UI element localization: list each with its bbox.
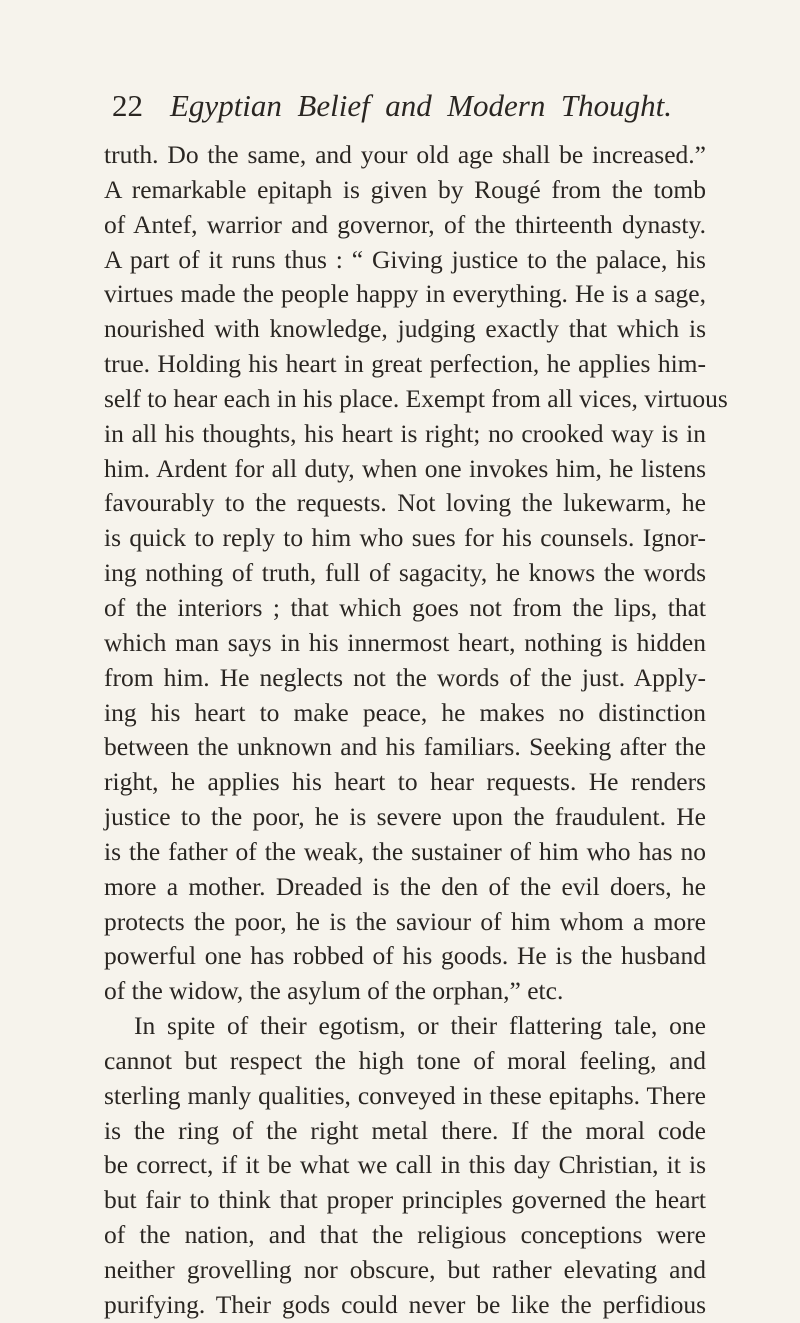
text-line: nourished with knowledge, judging exactly that which is [104,314,706,344]
text-line: from him. He neglects not the words of the just. Apply- [104,662,706,692]
text-line: cannot but respect the high tone of moral feeling, and [104,1045,706,1075]
text-line: ing his heart to make peace, he makes no distinction [104,697,706,727]
text-line: true. Holding his heart in great perfection, he applies him- [104,349,706,379]
text-line: powerful one has robbed of his goods. He is the husband [104,941,706,971]
text-line: be correct, if it be what we call in this day Christian, it is [104,1150,706,1180]
text-line: more a mother. Dreaded is the den of the evil doers, he [104,871,706,901]
text-line: truth. Do the same, and your old age shall be increased.” [104,140,706,169]
text-line: virtues made the people happy in everything. He is a sage, [104,279,706,309]
text-line: but fair to think that proper principles governed the heart [104,1185,706,1215]
text-line: favourably to the requests. Not loving the lukewarm, he [104,488,706,518]
text-line: is the father of the weak, the sustainer of him who has no [104,836,706,866]
page-number: 22 [112,88,143,123]
text-line: right, he applies his heart to hear requests. He renders [104,767,706,797]
running-head [112,86,712,126]
text-line: justice to the poor, he is severe upon the fraudulent. He [104,802,706,832]
text-line: A part of it runs thus : “ Giving justice to the palace, his [104,244,706,274]
body-text [104,138,728,1323]
text-line: protects the poor, he is the saviour of him whom a more [104,906,706,936]
text-line: of the interiors ; that which goes not from the lips, that [104,592,706,622]
text-line: of the nation, and that the religious conceptions were [104,1220,706,1250]
text-line: between the unknown and his familiars. Seeking after the [104,732,706,762]
text-line: self to hear each in his place. Exempt from all vices, virtuous [104,383,728,413]
text-line: sterling manly qualities, conveyed in these epitaphs. There [104,1080,706,1110]
text-line: of Antef, warrior and governor, of the thirteenth dynasty. [104,209,706,239]
text-line: purifying. Their gods could never be like the perfidious [104,1289,706,1319]
running-title: Egyptian Belief and Modern Thought. [170,88,672,123]
text-line: A remarkable epitaph is given by Rougé from the tomb [104,174,706,204]
text-line: which man says in his innermost heart, nothing is hidden [104,627,706,657]
text-line: is the ring of the right metal there. If the moral code [104,1115,706,1145]
text-line: in all his thoughts, his heart is right; no crooked way is in [104,418,706,448]
text-line: neither grovelling nor obscure, but rather elevating and [104,1255,706,1284]
paragraph-end-line: of the widow, the asylum of the orphan,” etc. [104,976,564,1006]
paragraph-start-line: In spite of their egotism, or their flattering tale, one [134,1011,706,1041]
text-line: is quick to reply to him who sues for his counsels. Ignor- [104,523,706,553]
text-line: him. Ardent for all duty, when one invokes him, he listens [104,453,706,483]
text-line: ing nothing of truth, full of sagacity, he knows the words [104,558,706,588]
